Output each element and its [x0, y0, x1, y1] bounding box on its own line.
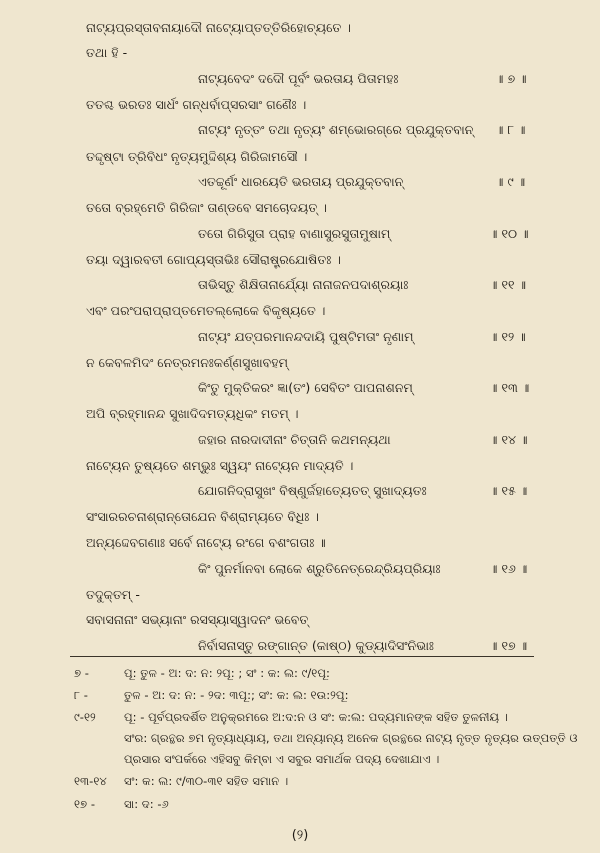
verse-number: ॥ ୧୪ ॥: [490, 432, 528, 447]
verse-line: ତତୋ ଗିରିସୁତା ପ୍ରାହ ବାଣାସୁରସୁତାମୁଷାମ୍: [198, 226, 391, 241]
footnote-text: ସଂ: କ: ଲ: ୯/୩୦-୩୧ ସହିତ ସମାନ ।: [124, 774, 289, 788]
verse-line: ତଦ୍ଦୃଷ୍ଟା ତ୍ରିବିଧଂ ନୃତ୍ୟମୁଦ୍ଦିଶ୍ୟ ଗିରିଜାମସୌ ।: [86, 149, 308, 164]
verse-line: ନ କେବଳମିଦଂ ନେତ୍ରମନଃକର୍ଣ୍ଣସୁଖାବହମ୍: [86, 355, 289, 370]
verse-number: ॥ ୯ ॥: [496, 174, 526, 189]
footnote-text: ସା: ଦ: -୬: [124, 797, 169, 811]
verse-number: ॥ ୧୬ ॥: [490, 561, 528, 576]
verse-line: ଅନ୍ୟଦ୍ଦେବଗଣାଃ ସର୍ବେ ନାଟ୍ୟେ ରଂଗେ ବଶଂଗତାଃ ॥: [86, 535, 326, 550]
verse-line: ଅପି ବ୍ରହ୍ମାନନ୍ଦ ସୁଖାଦିଦମତ୍ୟଧିକଂ ମତମ୍ ।: [86, 406, 299, 421]
footnote-text: ପୂ: ତୁଳ - ଅ: ଦ: ନ: ୨ପୂ: ; ସଂ : କ: ଲ: ୯/୧ପୂ:: [124, 666, 330, 680]
footnote-text: ପ୍ରସାର ସଂପର୍କରେ ଏହିସବୁ କିମ୍ବା ଏ ସବୁର ସମାର୍ଥକ ପଦ୍ୟ ଦେଖାଯାଏ ।: [124, 752, 440, 766]
footnote-key: ୮ -: [74, 688, 88, 702]
verse-line: ତଥା ହି -: [86, 45, 128, 60]
verse-line: ଏତଚ୍ଚୂର୍ଣଂ ଧାରୟେତି ଭରତାୟ ପ୍ରଯୁକ୍ତବାନ୍: [198, 174, 404, 189]
verse-line: ନାଟ୍ୟପ୍ରସ୍ତାବନାୟାଦୌ ନାଟ୍ୟୋପ୍ତତ୍ତିରିହୋଚ୍ୟତେ ।: [86, 20, 352, 35]
verse-line: ନାଟ୍ୟଂ ନୃତ୍ତଂ ତଥା ନୃତ୍ୟଂ ଶମ୍ଭୋରଗ୍ରେ ପ୍ରଯୁକ୍ତବାନ୍: [198, 122, 474, 137]
verse-line: ନିର୍ବାସନାସ୍ତୁ ରଙ୍ଗାନ୍ତ (କାଷ୍ଠ) କୁଡ୍ୟାଦିସଂନିଭାଃ: [198, 638, 434, 653]
verse-line: ଏବଂ ପରଂପରାପ୍ରାପ୍ତମେତଲ୍ଲୋକେ ବିକୃଷ୍ୟତେ ।: [86, 303, 326, 318]
footnote-key: ୧୭ -: [74, 797, 96, 811]
verse-number: ॥ ୧୩ ॥: [490, 380, 530, 395]
verse-line: କିଂ ପୁନର୍ମାନବା ଲୋକେ ଶ୍ରୁତିନେତ୍ରେନ୍ଦ୍ରିୟପ୍ରିୟାଃ: [198, 561, 441, 576]
verse-number: ॥ ୧୭ ॥: [490, 638, 528, 653]
footnote-key: ୧୩-୧୪: [74, 774, 107, 788]
verse-line: ନାଟ୍ୟବେଦଂ ଦଦୌ ପୂର୍ବଂ ଭରତାୟ ପିତାମହଃ: [198, 71, 399, 86]
verse-line: ସବାସନାନାଂ ସଭ୍ୟାନାଂ ରସସ୍ୟାସ୍ୱାଦନଂ ଭବେତ୍: [86, 612, 309, 627]
verse-number: ॥ ୧୦ ॥: [490, 226, 529, 241]
footnote-text: ସଂର: ଗ୍ରନ୍ଥର ୭ମ ନୃତ୍ୟାଧ୍ୟାୟ, ତଥା ଅନ୍ୟାନ୍ୟ ଅନେକ ଗ୍ରନ୍ଥରେ ନାଟ୍ୟ ନୃତ୍ତ ନୃତ୍ୟର ଉତ୍ପତ୍ତି ଓ: [124, 731, 578, 745]
footnote-divider: [70, 656, 534, 657]
verse-line: ତାଭିସ୍ତୁ ଶିକ୍ଷିତାନାର୍ଯ୍ୟୋ ନାନାଜନପଦାଶ୍ରୟାଃ: [198, 277, 409, 292]
verse-line: ତତୋ ବ୍ରହ୍ମେତି ଗିରିଜାଂ ତାଣ୍ଡବେ ସମଚୋଦୟତ୍ ।: [86, 200, 327, 215]
page-number: (୨): [291, 828, 309, 843]
footnote-key: ୯-୧୨: [74, 710, 96, 724]
footnote-text: ପୂ: - ପୂର୍ବପ୍ରଦର୍ଶିତ ଅନୁକ୍ରମରେ ଅ:ଦ:ନ ଓ ସଂ: କ:ଲ: ପଦ୍ୟମାନଙ୍କ ସହିତ ତୁଳନୀୟ ।: [124, 710, 508, 724]
verse-line: ଜହାର ନାରଦାଦୀନାଂ ଚିତ୍ତାନି କଥମନ୍ୟଥା: [198, 432, 391, 447]
verse-line: କିଂତୁ ମୁକ୍ତିକରଂ ଜ୍ଞା(ତଂ) ସେବିତଂ ପାପନାଶନମ୍: [198, 380, 413, 395]
verse-number: ॥ ୧୫ ॥: [490, 483, 528, 498]
footnote-text: ତୁଳ - ଅ: ଦ: ନ: - ୨ଦ: ୩ପୂ:; ସଂ: କ: ଲ: ୧ଉ:୨ପୂ:: [124, 688, 349, 702]
verse-line: ତଦୁକ୍ତମ୍ -: [86, 587, 140, 602]
verse-number: ॥ ୧୧ ॥: [490, 277, 527, 292]
verse-line: ନାଟ୍ୟଂ ଯତ୍ପରମାନନ୍ଦଦାୟି ପୁଷ୍ଟିମତାଂ ନୃଣାମ୍: [198, 329, 414, 344]
verse-line: ତତଶ୍ଚ ଭରତଃ ସାର୍ଧଂ ଗନ୍ଧର୍ବାପ୍ସରସାଂ ଗଣୈଃ ।: [86, 97, 307, 112]
verse-number: ॥ ୮ ॥: [496, 122, 526, 137]
verse-line: ନାଟ୍ୟେନ ତୁଷ୍ୟତେ ଶମ୍ଭୁଃ ସ୍ୱୟଂ ନାଟ୍ୟେନ ମାଦ୍ୟତି ।: [86, 458, 354, 473]
verse-line: ତୟା ଦ୍ୱାରବତୀ ଗୋପ୍ୟସ୍ତାଭିଃ ସୌରାଷ୍ଟ୍ରଯୋଷିତଃ ।: [86, 252, 341, 267]
footnote-key: ୭ -: [74, 666, 89, 680]
verse-line: ଯୋଗନିଦ୍ରାସୁଖଂ ବିଷ୍ଣୁର୍ଜହାତ୍ୟେତତ୍ ସୁଖାଦ୍ୟତଃ: [198, 483, 427, 498]
verse-line: ସଂସାରରଚନାଶ୍ରାନ୍ତୋଯେନ ବିଶ୍ରାମ୍ୟତେ ବିଧିଃ ।: [86, 509, 320, 524]
verse-number: ॥ ୧୨ ॥: [490, 329, 526, 344]
verse-number: ॥ ୭ ॥: [496, 71, 527, 86]
